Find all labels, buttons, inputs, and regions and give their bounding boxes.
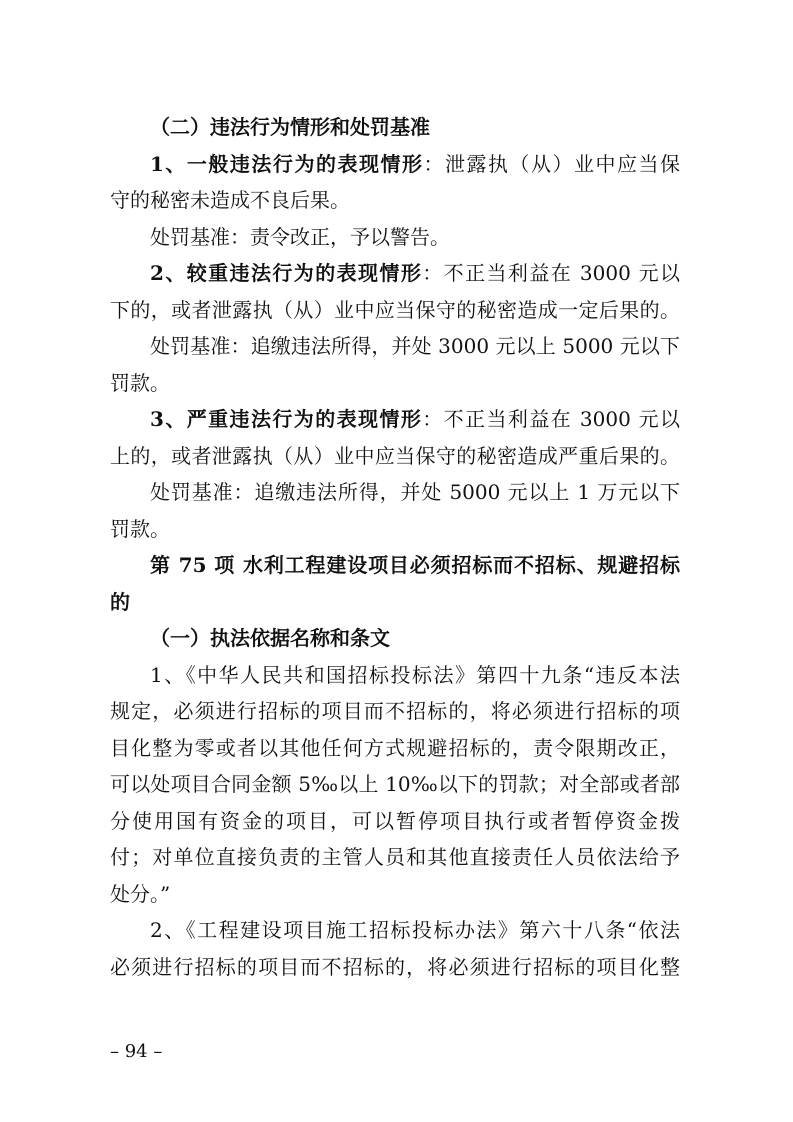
law-clause-2-line: 2、《工程建设项目施工招标投标办法》第六十八条“依法 bbox=[150, 918, 680, 942]
paragraph-severe-violation-cont: 上的，或者泄露执（从）业中应当保守的秘密造成严重后果的。 bbox=[110, 443, 680, 468]
paragraph-general-violation: 1、一般违法行为的表现情形：泄露执（从）业中应当保 bbox=[150, 151, 681, 176]
law-clause-1-line: 处分。” bbox=[110, 881, 171, 906]
penalty-serious-violation-cont: 罚款。 bbox=[110, 370, 170, 395]
law-clause-1-line: 1、《中华人民共和国招标投标法》第四十九条“违反本法 bbox=[150, 662, 680, 687]
section-heading-legal-basis: （一）执法依据名称和条文 bbox=[150, 626, 390, 650]
label-severe-violation: 3、严重违法行为的表现情形 bbox=[150, 407, 423, 431]
law-clause-1-line: 目化整为零或者以其他任何方式规避招标的，责令限期改正， bbox=[110, 735, 680, 760]
label-general-violation: 1、一般违法行为的表现情形 bbox=[150, 151, 424, 176]
law-clause-1 bbox=[110, 657, 680, 913]
law-clause-2 bbox=[110, 912, 680, 985]
penalty-severe-violation-cont: 罚款。 bbox=[110, 516, 170, 541]
section-heading-violation-standards: （二）违法行为情形和处罚基准 bbox=[150, 115, 430, 139]
law-clause-1-line: 付；对单位直接负责的主管人员和其他直接责任人员依法给予 bbox=[110, 845, 680, 869]
item-75-title: 第 75 项 水利工程建设项目必须招标而不招标、规避招标 bbox=[150, 553, 680, 577]
law-clause-2-line: 必须进行招标的项目而不招标的，将必须进行招标的项目化整 bbox=[110, 954, 680, 979]
penalty-serious-violation: 处罚基准：追缴违法所得，并处 3000 元以上 5000 元以下 bbox=[150, 334, 680, 358]
item-75-title-cont: 的 bbox=[110, 589, 130, 614]
page-number: – 94 – bbox=[110, 1041, 163, 1062]
paragraph-serious-violation-cont: 下的，或者泄露执（从）业中应当保守的秘密造成一定后果的。 bbox=[110, 297, 680, 322]
penalty-general-violation: 处罚基准：责令改正，予以警告。 bbox=[150, 224, 450, 249]
law-clause-1-line: 可以处项目合同金额 5‰以上 10‰以下的罚款；对全部或者部 bbox=[110, 772, 680, 796]
law-clause-1-line: 规定，必须进行招标的项目而不招标的，将必须进行招标的项 bbox=[110, 699, 680, 723]
paragraph-severe-violation: 3、严重违法行为的表现情形：不正当利益在 3000 元以 bbox=[150, 407, 680, 431]
paragraph-serious-violation: 2、较重违法行为的表现情形：不正当利益在 3000 元以 bbox=[150, 261, 680, 285]
paragraph-general-violation-cont: 守的秘密未造成不良后果。 bbox=[110, 188, 350, 212]
label-serious-violation: 2、较重违法行为的表现情形 bbox=[150, 261, 423, 285]
penalty-severe-violation: 处罚基准：追缴违法所得，并处 5000 元以上 1 万元以下 bbox=[150, 480, 680, 504]
document-body bbox=[110, 109, 680, 985]
law-clause-1-line: 分使用国有资金的项目，可以暂停项目执行或者暂停资金拨 bbox=[110, 808, 680, 833]
